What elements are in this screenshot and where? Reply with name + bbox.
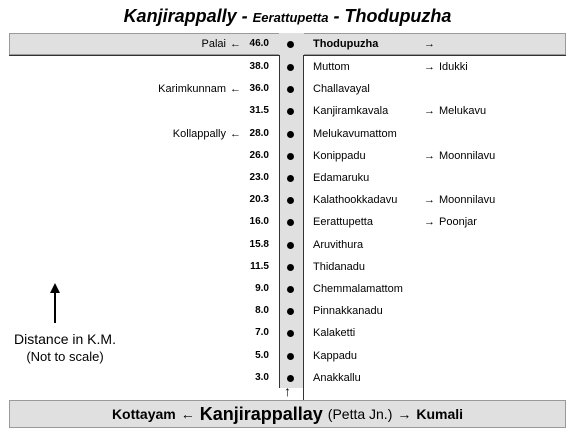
stop-km: 9.0 xyxy=(255,283,269,294)
upper-left-divider xyxy=(9,55,279,56)
right-arrow-icon: → xyxy=(424,194,435,206)
top-row xyxy=(0,35,575,55)
stop-row xyxy=(0,125,575,145)
title-part-3: - Thodupuzha xyxy=(328,6,452,26)
stop-km: 7.0 xyxy=(255,327,269,338)
distance-note-line1: Distance in K.M. xyxy=(14,331,116,347)
stop-dot-icon xyxy=(287,375,294,382)
stop-place: Eerattupetta xyxy=(313,216,373,228)
stop-place: Konippadu xyxy=(313,150,366,162)
right-branch-place: Idukki xyxy=(439,61,468,73)
distance-note-line2: (Not to scale) xyxy=(26,349,104,364)
stop-place: Chemmalamattom xyxy=(313,283,403,295)
bottom-center-note: (Petta Jn.) xyxy=(327,406,393,422)
stop-place: Muttom xyxy=(313,61,350,73)
right-branch xyxy=(424,194,495,206)
title-part-2: Eerattupetta xyxy=(252,10,329,25)
stop-place: Edamaruku xyxy=(313,172,370,184)
top-place: Thodupuzha xyxy=(313,38,379,50)
stop-place: Kanjiramkavala xyxy=(313,105,389,117)
bottom-left-place: Kottayam xyxy=(111,406,176,422)
stop-dot-icon xyxy=(287,131,294,138)
right-arrow-icon: → xyxy=(424,38,435,50)
stop-dot-icon xyxy=(287,41,294,48)
stop-row xyxy=(0,147,575,167)
right-branch-place: Moonnilavu xyxy=(439,194,496,206)
top-km: 46.0 xyxy=(249,38,269,49)
left-arrow-icon: ← xyxy=(230,128,241,140)
stop-place: Aruvithura xyxy=(313,239,364,251)
stop-row xyxy=(0,258,575,278)
stop-dot-icon xyxy=(287,330,294,337)
stop-km: 26.0 xyxy=(249,150,269,161)
right-arrow-icon: → xyxy=(424,105,435,117)
stop-km: 23.0 xyxy=(249,172,269,183)
stop-km: 5.0 xyxy=(255,350,269,361)
left-arrow-icon: ← xyxy=(230,83,241,95)
left-arrow-icon: ← xyxy=(230,38,241,50)
stop-place: Pinnakkanadu xyxy=(313,305,383,317)
stop-row xyxy=(0,213,575,233)
stop-row xyxy=(0,236,575,256)
stop-km: 28.0 xyxy=(249,128,269,139)
right-branch-place: Moonnilavu xyxy=(439,150,496,162)
stop-row xyxy=(0,169,575,189)
stop-dot-icon xyxy=(287,264,294,271)
up-arrow-icon: ↑ xyxy=(284,383,291,399)
distance-note xyxy=(2,330,128,366)
stop-km: 15.8 xyxy=(249,239,269,250)
stop-row xyxy=(0,58,575,78)
stop-km: 16.0 xyxy=(249,216,269,227)
stop-km: 11.5 xyxy=(250,261,269,272)
right-branch xyxy=(424,216,477,228)
right-branch xyxy=(424,61,468,73)
stop-dot-icon xyxy=(287,197,294,204)
left-arrow-icon: ← xyxy=(180,406,195,422)
diagram-title xyxy=(0,6,575,27)
stop-place: Thidanadu xyxy=(313,261,365,273)
up-arrow-icon xyxy=(45,283,65,323)
right-branch xyxy=(424,105,486,117)
stop-dot-icon xyxy=(287,242,294,249)
stop-dot-icon xyxy=(287,153,294,160)
right-arrow-icon: → xyxy=(424,150,435,162)
stop-row xyxy=(0,302,575,322)
stop-row xyxy=(0,102,575,122)
stop-place: Melukavumattom xyxy=(313,128,397,140)
stop-dot-icon xyxy=(287,353,294,360)
stop-dot-icon xyxy=(287,286,294,293)
stop-km: 20.3 xyxy=(249,194,269,205)
stop-place: Challavayal xyxy=(313,83,370,95)
right-arrow-icon: → xyxy=(397,406,412,422)
bottom-bar xyxy=(9,400,566,428)
left-branch-place: Karimkunnam xyxy=(158,83,226,95)
stop-row xyxy=(0,80,575,100)
stop-km: 38.0 xyxy=(249,61,269,72)
left-branch-place: Kollappally xyxy=(172,128,226,140)
stop-dot-icon xyxy=(287,108,294,115)
right-branch-place: Melukavu xyxy=(439,105,487,117)
bottom-center-place: Kanjirappallay xyxy=(199,403,323,424)
right-arrow-icon: → xyxy=(424,61,435,73)
upper-right-divider xyxy=(303,55,566,56)
stop-row xyxy=(0,191,575,211)
stop-km: 8.0 xyxy=(255,305,269,316)
stop-km: 3.0 xyxy=(255,372,269,383)
stop-place: Kalaketti xyxy=(313,327,356,339)
title-part-1: Kanjirappally - xyxy=(123,6,253,26)
stop-place: Kalathookkadavu xyxy=(313,194,398,206)
bottom-right-place: Kumali xyxy=(416,406,464,422)
stop-row xyxy=(0,280,575,300)
stop-dot-icon xyxy=(287,64,294,71)
stop-km: 31.5 xyxy=(249,105,269,116)
stop-dot-icon xyxy=(287,86,294,93)
stop-dot-icon xyxy=(287,175,294,182)
right-branch xyxy=(424,150,495,162)
right-branch-place: Poonjar xyxy=(439,216,477,228)
top-right-arrow xyxy=(424,38,439,50)
right-arrow-icon: → xyxy=(424,216,435,228)
stop-place: Anakkallu xyxy=(313,372,361,384)
stop-dot-icon xyxy=(287,219,294,226)
stop-place: Kappadu xyxy=(313,350,358,362)
top-left-place: Palai xyxy=(201,38,226,50)
stop-km: 36.0 xyxy=(249,83,269,94)
stop-dot-icon xyxy=(287,308,294,315)
